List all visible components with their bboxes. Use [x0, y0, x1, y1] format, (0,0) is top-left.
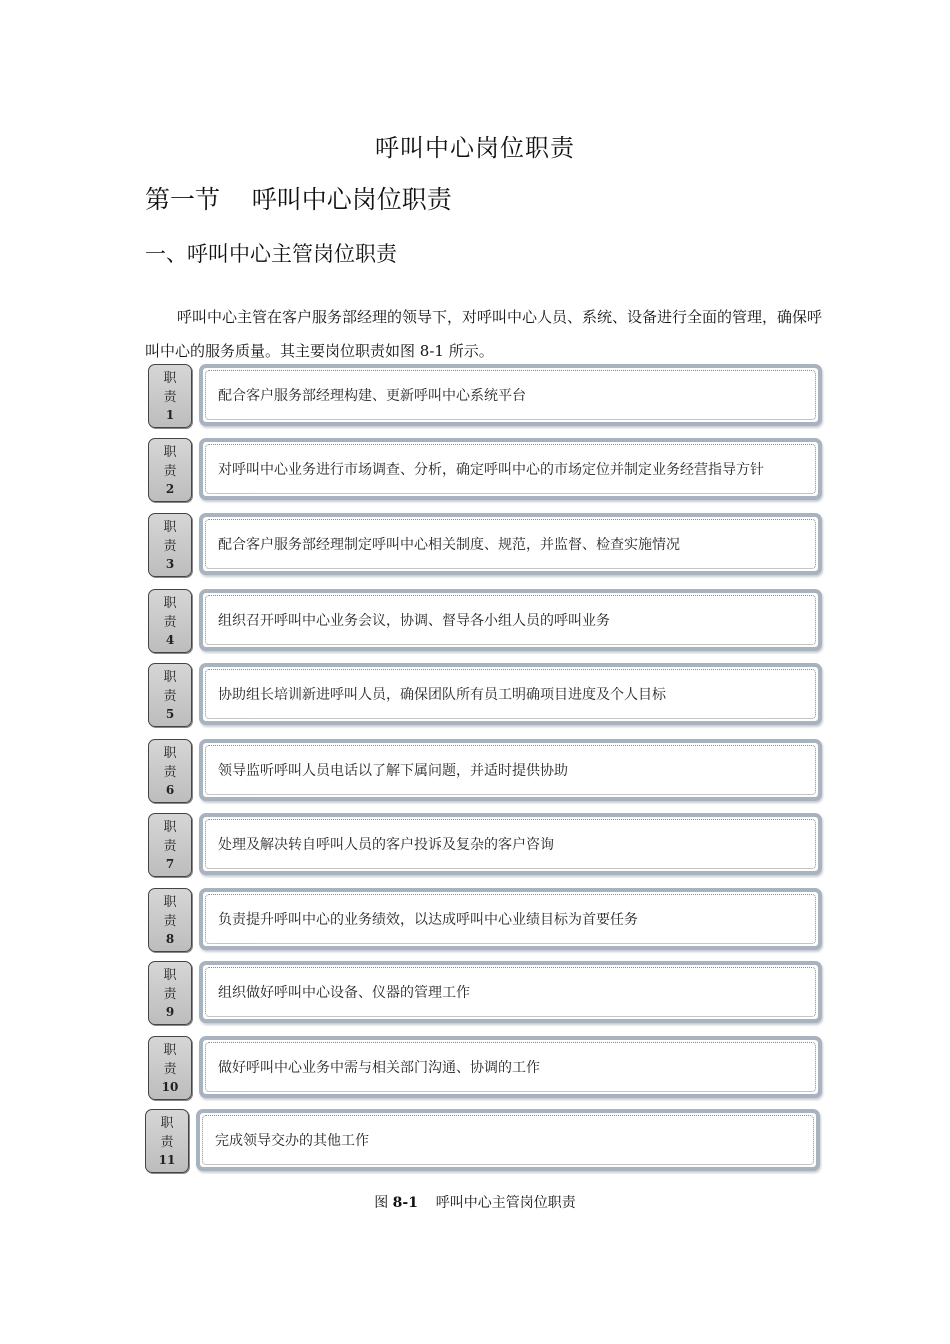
duty-tag [145, 1109, 189, 1173]
section-heading: 第一节 呼叫中心岗位职责 [145, 185, 452, 214]
duty-tag [148, 813, 192, 877]
caption-number: 8-1 [392, 1195, 418, 1211]
duty-tag [148, 438, 192, 502]
duty-tag-char: 职 [163, 444, 177, 460]
duty-number: 1 [165, 407, 175, 422]
duty-tag-char: 责 [163, 463, 177, 479]
duty-text: 配合客户服务部经理构建、更新呼叫中心系统平台 [205, 370, 816, 420]
duty-box [199, 364, 822, 426]
duty-box [199, 438, 822, 500]
duty-row [0, 364, 950, 430]
figure-caption [0, 1192, 950, 1212]
duty-tag-char: 职 [163, 819, 177, 835]
duty-row [0, 1036, 950, 1102]
duty-box [199, 663, 822, 725]
duty-number: 10 [161, 1079, 179, 1094]
duty-row [0, 1109, 950, 1175]
duty-tag-char: 职 [163, 519, 177, 535]
duty-tag-char: 职 [160, 1115, 174, 1131]
duty-tag [148, 961, 192, 1025]
duty-tag [148, 589, 192, 653]
caption-prefix: 图 [374, 1195, 393, 1211]
document-title: 呼叫中心岗位职责 [375, 134, 575, 162]
intro-paragraph: 呼叫中心主管在客户服务部经理的领导下，对呼叫中心人员、系统、设备进行全面的管理，确保呼叫中心的服务质量。其主要岗位职责如图 8-1 所示。 [145, 308, 823, 360]
duty-tag-char: 职 [163, 967, 177, 983]
duty-number: 3 [165, 556, 175, 571]
duty-tag-char: 职 [163, 370, 177, 386]
duty-text: 负责提升呼叫中心的业务绩效，以达成呼叫中心业绩目标为首要任务 [205, 894, 816, 944]
subsection-heading: 一、呼叫中心主管岗位职责 [145, 242, 397, 266]
duty-tag-char: 职 [163, 595, 177, 611]
duty-number: 11 [158, 1152, 176, 1167]
duty-row [0, 438, 950, 504]
duty-number: 5 [165, 706, 175, 721]
duty-box [196, 1109, 820, 1171]
duty-text: 组织召开呼叫中心业务会议，协调、督导各小组人员的呼叫业务 [205, 595, 816, 645]
duty-text: 做好呼叫中心业务中需与相关部门沟通、协调的工作 [205, 1042, 816, 1092]
duty-text: 对呼叫中心业务进行市场调查、分析，确定呼叫中心的市场定位并制定业务经营指导方针 [205, 444, 816, 494]
duty-row [0, 961, 950, 1027]
duty-number: 2 [165, 481, 175, 496]
duty-tag-char: 责 [163, 538, 177, 554]
duty-tag [148, 513, 192, 577]
duty-row [0, 739, 950, 805]
duty-text: 配合客户服务部经理制定呼叫中心相关制度、规范，并监督、检查实施情况 [205, 519, 816, 569]
duty-tag [148, 1036, 192, 1100]
duty-text: 处理及解决转自呼叫人员的客户投诉及复杂的客户咨询 [205, 819, 816, 869]
duty-box [199, 589, 822, 651]
duty-number: 9 [165, 1004, 175, 1019]
duty-box [199, 961, 822, 1023]
duty-tag [148, 663, 192, 727]
duty-row [0, 663, 950, 729]
duty-tag-char: 责 [163, 389, 177, 405]
duty-box [199, 888, 822, 950]
duty-row [0, 513, 950, 579]
duty-tag-char: 责 [163, 913, 177, 929]
duty-tag-char: 职 [163, 1042, 177, 1058]
duty-tag [148, 739, 192, 803]
duty-tag-char: 责 [163, 986, 177, 1002]
duty-box [199, 739, 822, 801]
duty-row [0, 888, 950, 954]
duty-box [199, 813, 822, 875]
duty-tag-char: 责 [163, 764, 177, 780]
duty-number: 4 [165, 632, 175, 647]
duty-text: 协助组长培训新进呼叫人员，确保团队所有员工明确项目进度及个人目标 [205, 669, 816, 719]
caption-text: 呼叫中心主管岗位职责 [417, 1195, 576, 1211]
duty-number: 6 [165, 782, 175, 797]
duty-tag-char: 职 [163, 894, 177, 910]
duty-text: 领导监听呼叫人员电话以了解下属问题，并适时提供协助 [205, 745, 816, 795]
duty-text: 完成领导交办的其他工作 [202, 1115, 814, 1165]
duty-tag-char: 责 [163, 1061, 177, 1077]
duty-row [0, 589, 950, 655]
duty-tag [148, 888, 192, 952]
duty-number: 8 [165, 931, 175, 946]
duty-tag-char: 责 [160, 1134, 174, 1150]
duty-tag-char: 职 [163, 745, 177, 761]
duty-tag-char: 责 [163, 838, 177, 854]
duty-tag-char: 职 [163, 669, 177, 685]
duty-box [199, 513, 822, 575]
duty-text: 组织做好呼叫中心设备、仪器的管理工作 [205, 967, 816, 1017]
duty-box [199, 1036, 822, 1098]
duty-row [0, 813, 950, 879]
duty-tag-char: 责 [163, 614, 177, 630]
duty-tag-char: 责 [163, 688, 177, 704]
duty-number: 7 [165, 856, 175, 871]
duty-tag [148, 364, 192, 428]
